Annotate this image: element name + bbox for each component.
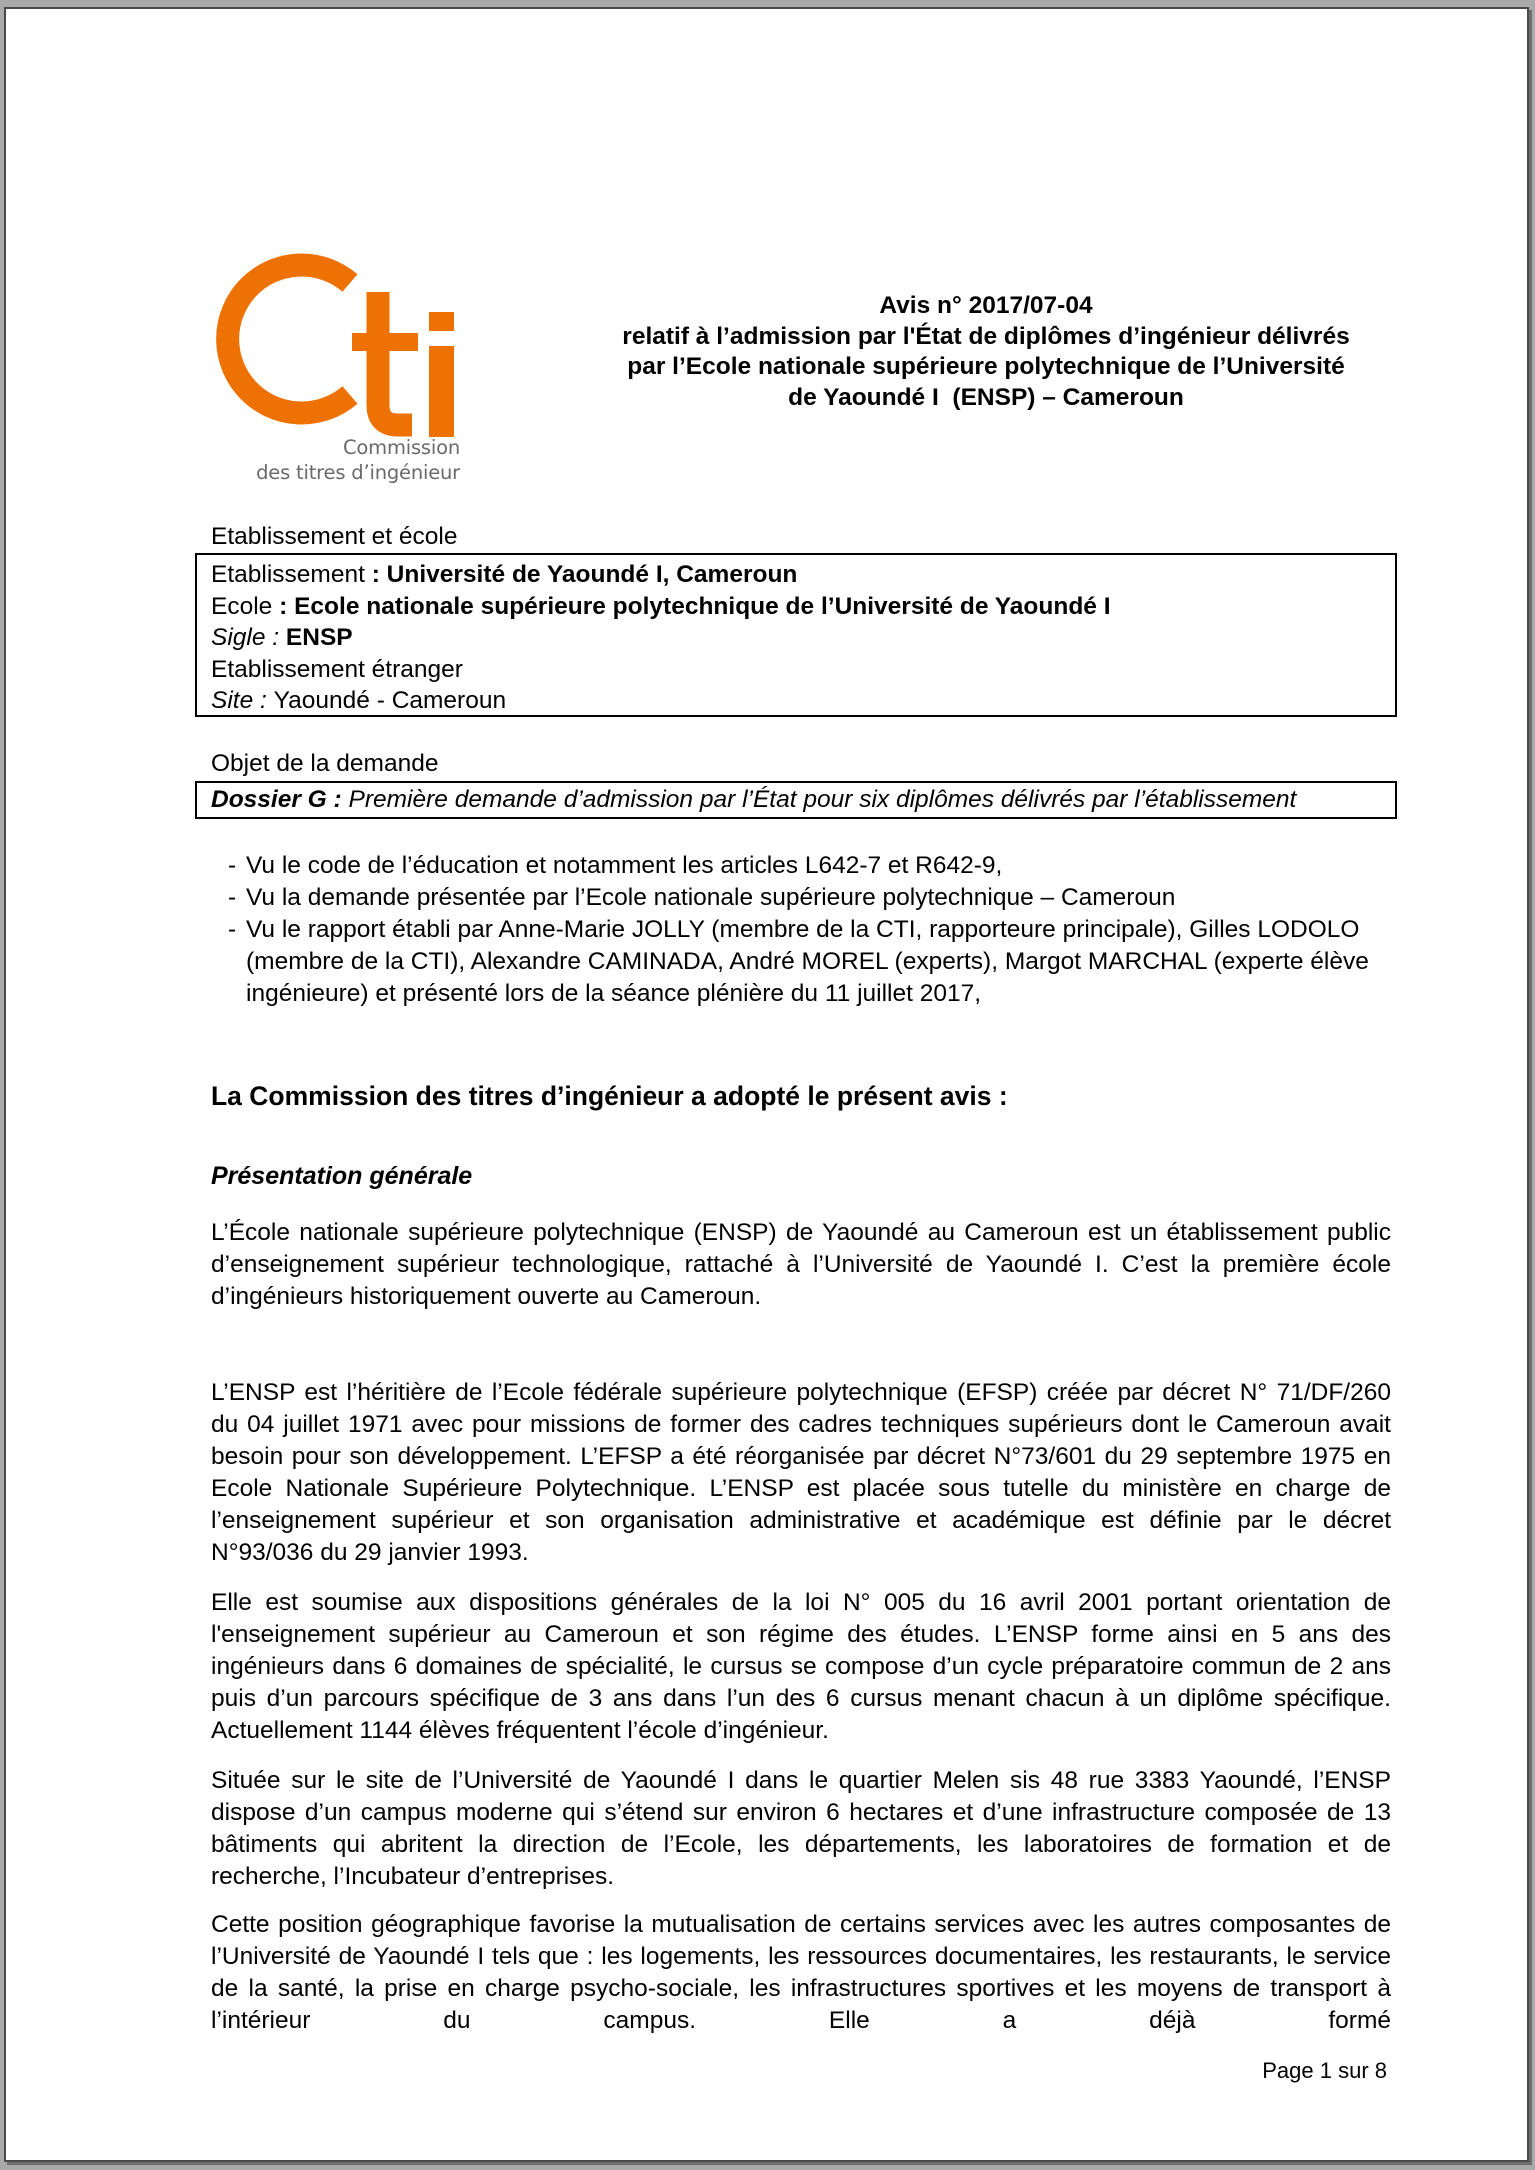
paragraph-3: Elle est soumise aux dispositions générales de la loi N° 005 du 16 avril 2001 portant orientation de l'enseignement supérieur au Cameroun et son régime des études. L’ENSP forme ainsi en 5 ans des ingénieurs dans 6 domaines de spécialité, le cursus se compose d’un cycle préparatoire commun de 2 ans puis d’un parcours spécifique de 3 ans dans l’un des 6 cursus menant chacun à un diplôme spécifique. Actuellement 1144 élèves fréquentent l’école d’ingénieur. [211,1589,1391,1744]
list-dash: - [228,916,237,943]
considerations-list [228,850,1398,1010]
request-section-label: Objet de la demande [211,750,439,777]
consideration-text: Vu la demande présentée par l’Ecole nationale supérieure polytechnique – Cameroun [246,884,1176,911]
paragraph-1: L’École nationale supérieure polytechnique (ENSP) de Yaoundé au Cameroun est un établissement public d’enseignement supérieur technologique, rattaché à l’Université de Yaoundé I. C’est la première école d’ingénieurs historiquement ouverte au Cameroun. [211,1219,1391,1310]
adopted-heading: La Commission des titres d’ingénieur a adopté le présent avis : [211,1081,1008,1111]
sigle-row [211,622,1395,654]
title-line-4: de Yaoundé I (ENSP) – Cameroun [788,383,1184,411]
document-page [4,7,1529,2162]
dossier-value: Première demande d’admission par l’État pour six diplômes délivrés par l’établissement [341,786,1297,813]
list-dash: - [228,852,237,879]
logo-caption [256,435,460,485]
sigle-label: Sigle [211,624,266,651]
list-dash: - [228,884,237,911]
establishment-box [195,553,1397,717]
sigle-sep: : [265,624,286,651]
etablissement-label: Etablissement [211,561,365,588]
consideration-item [228,850,1398,882]
request-box [195,781,1397,819]
site-row [211,685,1395,717]
site-label: Site [211,687,254,714]
sigle-value: ENSP [285,624,353,651]
title-line-1: Avis n° 2017/07-04 [879,292,1093,319]
ecole-sep: : [272,592,295,620]
paragraph-4: Située sur le site de l’Université de Yaoundé I dans le quartier Melen sis 48 rue 3383 Yaoundé, l’ENSP dispose d’un campus moderne qui s’étend sur environ 6 hectares et d’une infrastructure composée de 13 bâtiments qui abritent la direction de l’Ecole, les départements, les laboratoires de formation et de recherche, l’Incubateur d’entreprises. [211,1767,1391,1890]
cti-logo [212,249,472,489]
title-line-3: par l’Ecole nationale supérieure polytechnique de l’Université [627,353,1345,380]
page-number: Page 1 sur 8 [1262,2058,1387,2083]
consideration-text: Vu le rapport établi par Anne-Marie JOLLY (membre de la CTI, rapporteure principale), Gilles LODOLO (membre de la CTI), Alexandre CAMINADA, André MOREL (experts), Margot MARCHAL (experte élève ingénieure) et présenté lors de la séance plénière du 11 juillet 2017, [246,916,1369,1007]
ecole-label: Ecole [211,592,273,620]
consideration-item [228,882,1398,914]
establishment-section-label: Etablissement et école [211,523,458,550]
presentation-heading: Présentation générale [211,1162,473,1190]
establishment-type: Etablissement étranger [211,655,463,683]
paragraph-2: L’ENSP est l’héritière de l’Ecole fédérale supérieure polytechnique (EFSP) créée par décret N° 71/DF/260 du 04 juillet 1971 avec pour missions de former des cadres techniques supérieurs dont le Cameroun avait besoin pour son développement. L’EFSP a été réorganisée par décret N°73/601 du 29 septembre 1975 en Ecole Nationale Supérieure Polytechnique. L’ENSP est placée sous tutelle du ministère en charge de l’enseignement supérieur et son organisation administrative et académique est définie par le décret N°93/036 du 29 janvier 1993. [211,1379,1391,1566]
cti-logo-icon [212,249,472,439]
etablissement-sep: : [364,561,387,588]
etablissement-row [211,559,1395,591]
site-sep: : [253,687,274,714]
site-value: Yaoundé - Cameroun [273,687,507,714]
document-title [566,291,1406,413]
logo-caption-line1: Commission [343,436,460,459]
consideration-item [228,914,1398,1010]
consideration-text: Vu le code de l’éducation et notamment les articles L642-7 et R642-9, [246,852,1003,879]
dossier-label: Dossier G : [211,786,342,813]
ecole-value: Ecole nationale supérieure polytechnique de l’Université de Yaoundé I [294,592,1111,620]
logo-caption-line2: des titres d’ingénieur [256,461,460,484]
etablissement-value: Université de Yaoundé I, Cameroun [386,561,798,588]
paragraph-5: Cette position géographique favorise la mutualisation de certains services avec les autres composantes de l’Université de Yaoundé I tels que : les logements, les ressources documentaires, les restaurants, le service de la santé, la prise en charge psycho-sociale, les infrastructures sportives et les moyens de transport à l’intérieur du campus. Elle a déjà formé [211,1911,1391,2034]
title-line-2: relatif à l’admission par l'État de diplômes d’ingénieur délivrés [622,322,1350,350]
ecole-row [211,591,1395,623]
